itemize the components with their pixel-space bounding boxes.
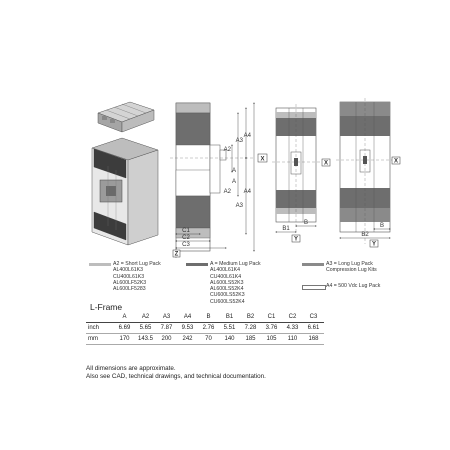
table-header-cell: A2 bbox=[135, 312, 156, 323]
dim-label-a2-top: A2 bbox=[223, 147, 231, 153]
legend-swatch-long bbox=[302, 263, 324, 266]
legend-swatch-medium bbox=[186, 263, 208, 266]
table-cell: 110 bbox=[282, 334, 303, 345]
dim-label-a-bottom: A bbox=[231, 179, 236, 185]
dim-label-b2: B2 bbox=[361, 232, 369, 238]
front-view bbox=[272, 104, 330, 242]
dim-label-c3: C3 bbox=[182, 242, 190, 248]
legend-medium-item: AL600LS52K4 bbox=[210, 286, 244, 293]
table-header-cell: C1 bbox=[261, 312, 282, 323]
legend-swatch-vdc bbox=[302, 285, 326, 290]
table-cell: 170 bbox=[114, 334, 135, 345]
table-cell: 70 bbox=[198, 334, 219, 345]
table-cell: 200 bbox=[156, 334, 177, 345]
footnote-approximate: All dimensions are approximate. bbox=[86, 365, 176, 372]
table-cell: 3.76 bbox=[261, 323, 282, 334]
table-header-cell: B2 bbox=[240, 312, 261, 323]
table-cell: 143.5 bbox=[135, 334, 156, 345]
lug-pack-isometric bbox=[98, 102, 154, 132]
legend-short-title: A2 = Short Lug Pack bbox=[113, 261, 161, 267]
dim-label-a4-bottom: A4 bbox=[243, 189, 251, 195]
table-cell: 7.28 bbox=[240, 323, 261, 334]
legend-medium-title: A = Medium Lug Pack bbox=[210, 261, 261, 267]
dim-label-a-top: A bbox=[231, 168, 236, 174]
table-cell: 2.76 bbox=[198, 323, 219, 334]
table-cell: inch bbox=[86, 323, 114, 334]
table-header-cell bbox=[86, 312, 114, 323]
table-header-cell: A4 bbox=[177, 312, 198, 323]
front-view-long-lugs bbox=[336, 98, 400, 247]
legend-medium-item: AL400L61K4 bbox=[210, 267, 241, 274]
breaker-isometric bbox=[92, 138, 158, 245]
table-header-cell: C3 bbox=[303, 312, 324, 323]
table-header-cell: B bbox=[198, 312, 219, 323]
axis-x-label-side: X bbox=[260, 156, 265, 163]
table-row bbox=[86, 334, 324, 345]
table-cell: 168 bbox=[303, 334, 324, 345]
table-cell: mm bbox=[86, 334, 114, 345]
legend-short-item: AL600LF52K3 bbox=[113, 279, 147, 286]
dim-label-c1: C1 bbox=[182, 228, 190, 234]
legend-long-subtitle: Compression Lug Kits bbox=[326, 267, 377, 274]
footnote-see-cad: Also see CAD, technical drawings, and technical documentation. bbox=[86, 373, 266, 380]
legend-vdc bbox=[326, 283, 380, 289]
legend-swatch-short bbox=[89, 263, 111, 266]
table-header-row bbox=[86, 312, 324, 323]
axis-x-label-front: X bbox=[323, 160, 329, 167]
table-cell: 6.69 bbox=[114, 323, 135, 334]
table-cell: 7.87 bbox=[156, 323, 177, 334]
table-cell: 9.53 bbox=[177, 323, 198, 334]
legend-medium-item: CU400L61K4 bbox=[210, 273, 242, 280]
table-cell: 5.65 bbox=[135, 323, 156, 334]
axis-y-label-long: Y bbox=[371, 241, 377, 248]
dim-label-a4: A4 bbox=[243, 133, 251, 139]
table-row bbox=[86, 323, 324, 334]
legend-long bbox=[326, 261, 377, 274]
legend-short-item: AL400L61K3 bbox=[113, 267, 144, 274]
dim-label-c2: C2 bbox=[182, 235, 190, 241]
table-cell: 5.51 bbox=[219, 323, 240, 334]
legend-medium-item: AL600LS52K3 bbox=[210, 279, 244, 286]
table-cell: 185 bbox=[240, 334, 261, 345]
dim-label-b-front: B bbox=[303, 220, 309, 226]
axis-x-label-long: X bbox=[393, 158, 399, 165]
table-cell: 242 bbox=[177, 334, 198, 345]
legend-medium bbox=[210, 261, 261, 305]
frame-label: L-Frame bbox=[90, 302, 123, 312]
dim-label-b1: B1 bbox=[282, 226, 290, 232]
dim-label-a3-bottom: A3 bbox=[235, 203, 243, 209]
legend-medium-item: CU600LS52K4 bbox=[210, 298, 245, 305]
table-header-cell: A bbox=[114, 312, 135, 323]
legend-short-item: CU400L61K3 bbox=[113, 273, 145, 280]
table-header-cell: C2 bbox=[282, 312, 303, 323]
legend-short bbox=[113, 261, 161, 292]
table-cell: 4.33 bbox=[282, 323, 303, 334]
legend-vdc-title: A4 = 500 Vdc Lug Pack bbox=[326, 283, 381, 289]
table-cell: 140 bbox=[219, 334, 240, 345]
legend-short-item: AL600LF5283 bbox=[113, 286, 146, 293]
table-cell: 105 bbox=[261, 334, 282, 345]
axis-z-label: Z bbox=[174, 251, 179, 258]
axis-y-label-front: Y bbox=[293, 236, 299, 243]
table-cell: 6.61 bbox=[303, 323, 324, 334]
dimensions-table bbox=[86, 312, 324, 345]
legend-long-title: A3 = Long Lug Pack bbox=[326, 261, 373, 267]
dim-label-a2-bottom: A2 bbox=[223, 189, 231, 195]
legend-medium-item: CU600LS52K3 bbox=[210, 292, 245, 299]
table-header-cell: A3 bbox=[156, 312, 177, 323]
dim-label-a3-visible: A3 bbox=[235, 138, 243, 144]
table-header-cell: B1 bbox=[219, 312, 240, 323]
dim-label-b-long: B bbox=[379, 223, 385, 229]
